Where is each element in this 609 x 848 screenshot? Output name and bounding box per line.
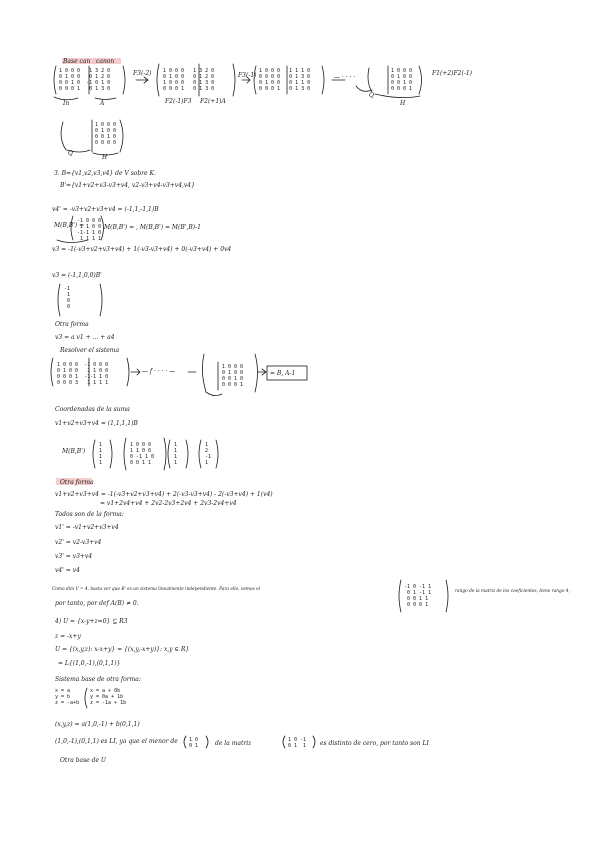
matrix-2: 1 0 0 0 1 3 2 0 0 1 0 0 0 1 2 0 1 0 0 0 0 1 3 0 0 0 0 1 0 1 3 0: [163, 68, 215, 92]
label-q: Q: [369, 92, 374, 99]
system-a: x = a y = b z = -a+b: [55, 688, 80, 706]
column-vector: -1 1 0 0: [64, 286, 71, 310]
como-line1: Como dim V = 4, basta ver que B' es un sistema linealmente independiente. Para ello, vemos el: [52, 587, 261, 592]
v3p: v3' = v3+v4: [55, 553, 93, 560]
section4-l4: Sistema base de otra forma:: [55, 676, 141, 683]
v2p: v2' = v2-v3+v4: [55, 539, 102, 546]
section3-title: 3. B={v1,v2,v3,v4} de V sobre K.: [54, 170, 156, 177]
matrix-h: 1 0 0 0 0 1 0 0 0 0 1 0 0 0 0 0: [95, 122, 117, 146]
label-f2a: F2(+1)A: [200, 98, 226, 105]
matrix-8: 1 0 -1 0 1 1: [288, 737, 307, 749]
section4-l7: de la matriz: [215, 740, 252, 747]
section3-line3-label: M(B,B') =: [54, 222, 85, 229]
label-canon: canon: [96, 58, 115, 65]
v1p: v1' = -v1+v2+v3+v4: [55, 524, 119, 531]
section4-l6: (1,0,-1),(0,1,1) es LI, ya que el menor de: [55, 738, 178, 745]
otra-forma-line1: v1+v2+v3+v4 = -1(-v3+v2+v3+v4) + 2(-v3-v3+v4) - 2(-v3+v4) + 1(v4): [55, 491, 273, 498]
row-op-2: F3(-1): [238, 72, 257, 79]
qh-q: Q: [68, 150, 73, 157]
section4-l9: Otra base de U: [60, 757, 106, 764]
row-op-1: F3(-2): [133, 70, 152, 77]
section4-title: 4) U = {x-y+z=0} ⊆ R3: [55, 618, 128, 625]
coords-title: Coordenadas de la suma: [55, 406, 130, 413]
label-f2: F2(-1)F3: [165, 98, 192, 105]
como-line3: por tanto, por def A(B) ≠ 0.: [55, 600, 139, 607]
row-op-3: F1(+2)F2(-1): [432, 70, 473, 77]
section3-line1: B'={v1+v2+v3-v3+v4, v2-v3+v4-v3+v4,v4}: [60, 182, 195, 189]
section4-l5: (x,y,z) = a(1,0,-1) + b(0,1,1): [55, 721, 140, 728]
vector-2: 1 1 1 1: [174, 442, 178, 466]
section3-line2: v4' = -v3+v2+v3+v4 = (-1,1,-1,1)B: [52, 206, 159, 213]
matrix-rank: -1 0 -1 1 0 1 -1 1 0 0 1 1 0 0 0 1: [404, 584, 432, 608]
matrix-5: 1 0 0 0 -1 0 0 0 0 1 0 0 1 1 0 0 0 0 0 1 -1-1 1 0 0 0 0 3 1 1 1 1: [57, 362, 109, 386]
other-form-label: Otra forma: [55, 321, 89, 328]
otra-forma-title: Otra forma: [60, 479, 94, 486]
matrix-7: 1 0 0 0 1 1 0 0 0 -1 1 0 0 0 1 1: [130, 442, 155, 466]
label-h: H: [400, 100, 406, 107]
section3-line3: M(B,B') = , M(B,B') = M(B',B)-1: [104, 224, 201, 231]
section4-l1: z = -x+y: [55, 633, 81, 640]
matrix-mbb: -1 0 0 0 1 1 0 0 -1-1 1 0 1 1 1 1: [77, 218, 102, 242]
matrix-3: 1 0 0 0 1 1 1 0 0 0 0 0 0 1 3 0 0 1 0 0 0 1 1 0 0 0 0 1 0 1 3 0: [259, 68, 311, 92]
ellipsis-1: — · · · ·: [334, 74, 356, 81]
vector-3: 1 2 -1 1: [205, 442, 212, 466]
v4p: v4' = v4: [55, 567, 80, 574]
matrix-6: 1 0 0 0 0 1 0 0 0 0 1 0 0 0 0 1: [222, 364, 244, 388]
label-base-can: Base can: [63, 58, 91, 65]
minor: 1 0 0 1: [189, 737, 199, 749]
matrix-4: 1 0 0 0 0 1 0 0 0 0 1 0 0 0 0 1: [391, 68, 413, 92]
label-in: In: [63, 100, 70, 107]
system-b: x = a + 0b y = 0a + 1b z = -1a + 1b: [90, 688, 127, 706]
section3-line5: v3 = (-1,1,0,0)B': [52, 272, 102, 279]
qh-h: H: [102, 154, 108, 161]
coords-eq: M(B,B'): [62, 448, 86, 455]
otra-forma-line3: Todos son de la forma:: [55, 511, 124, 518]
section4-l2: U = {(x,y,z): x-x+y} = {(x,y,-x+y)}: x,y ∈ R}: [55, 646, 190, 653]
vector-1111: 1 1 1 1: [99, 442, 103, 466]
label-a: A: [100, 100, 105, 107]
como-line2: rango de la matriz de los coeficientes, tiene rango 4,: [455, 589, 570, 594]
matrix-in-a: 1 0 0 0 1 3 2 0 0 1 0 0 0 1 2 0 0 0 1 0 -1 0 1 0 0 0 0 1 0 1 3 0: [59, 68, 111, 92]
section4-l8: es distinto de cero, por tanto son LI: [320, 740, 429, 747]
ellipsis-2: — f · · · · —: [142, 368, 176, 375]
section3-line6: v3 = a v1 + ... + a4: [55, 334, 115, 341]
otra-forma-line2: = v1+2v4+v4 + 2v2-2v3+2v4 + 2v3-2v4+v4: [100, 500, 237, 507]
section3-line8: = B, A-1: [270, 370, 296, 377]
section3-line4: v3 = -1(-v3+v2+v3+v4) + 1(-v3-v3+v4) + 0(-v3+v4) + 0v4: [52, 246, 232, 253]
section3-line7: Resolver el sistema: [60, 347, 120, 354]
coords-line1: v1+v2+v3+v4 = (1,1,1,1)B: [55, 420, 138, 427]
section4-l3: = L{(1,0,-1),(0,1,1)}: [58, 660, 121, 667]
